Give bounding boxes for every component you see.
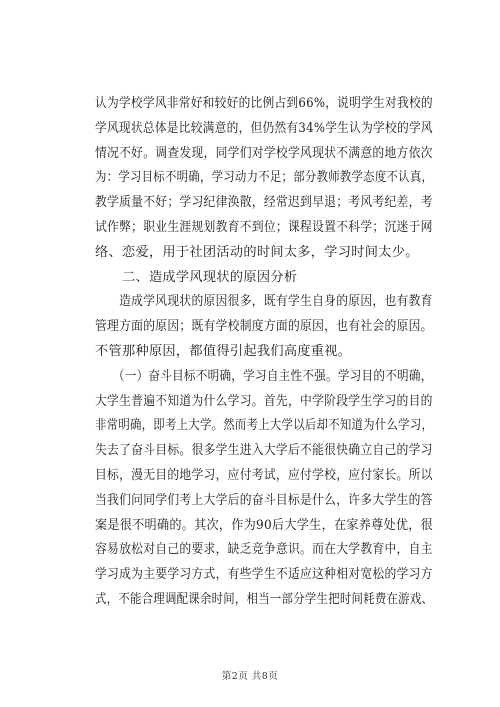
text-line: 认为学校学风非常好和较好的比例占到66%，说明学生对我校的 xyxy=(95,96,433,111)
document-body xyxy=(95,92,433,613)
text-line: 学习成为主要学习方式，有些学生不适应这种相对宽松的学习方 xyxy=(95,567,433,583)
text-line: 容易放松对自己的要求，缺乏竞争意识。而在大学教育中，自主 xyxy=(95,542,433,558)
section-heading: 二、造成学风现状的原因分析 xyxy=(95,269,298,285)
text-line: 络、恋爱，用于社团活动的时间太多，学习时间太少。 xyxy=(95,244,419,260)
text-line: 教学质量不好；学习纪律涣散，经常迟到早退；考风考纪差，考 xyxy=(95,195,433,211)
text-line: 管理方面的原因；既有学校制度方面的原因，也有社会的原因。 xyxy=(95,319,433,335)
text-line: 为：学习目标不明确，学习动力不足；部分教师教学态度不认真， xyxy=(95,170,434,186)
text-line: 不管那种原因，都值得引起我们高度重视。 xyxy=(95,343,352,359)
page-number-footer: 第2页 共8页 xyxy=(221,671,279,682)
text-line: 试作弊；职业生涯规划教育不到位；课程设置不科学；沉迷于网 xyxy=(95,219,433,235)
body-text xyxy=(95,92,433,613)
text-line: 式，不能合理调配课余时间，相当一部分学生把时间耗费在游戏、 xyxy=(95,591,434,607)
text-line: 造成学风现状的原因很多，既有学生自身的原因，也有教育 xyxy=(95,294,433,310)
text-line: 情况不好。调查发现，同学们对学校学风现状不满意的地方依次 xyxy=(95,145,433,161)
text-line: 学风现状总体是比较满意的，但仍然有34%学生认为学校的学风 xyxy=(95,120,433,136)
text-line: 大学生普遍不知道为什么学习。首先，中学阶段学生学习的目的 xyxy=(95,393,433,409)
text-line: 失去了奋斗目标。很多学生进入大学后不能很快确立自己的学习 xyxy=(95,443,433,459)
text-line: 非常明确，即考上大学。然而考上大学以后却不知道为什么学习， xyxy=(95,418,434,434)
text-line: 当我们问同学们考上大学后的奋斗目标是什么，许多大学生的答 xyxy=(95,492,433,508)
text-line: （一）奋斗目标不明确，学习自主性不强。学习目的不明确， xyxy=(95,368,433,384)
text-line: 目标，漫无目的地学习，应付考试，应付学校，应付家长。所以 xyxy=(95,467,433,483)
text-line: 案是很不明确的。其次，作为90后大学生，在家养尊处优，很 xyxy=(95,517,434,533)
